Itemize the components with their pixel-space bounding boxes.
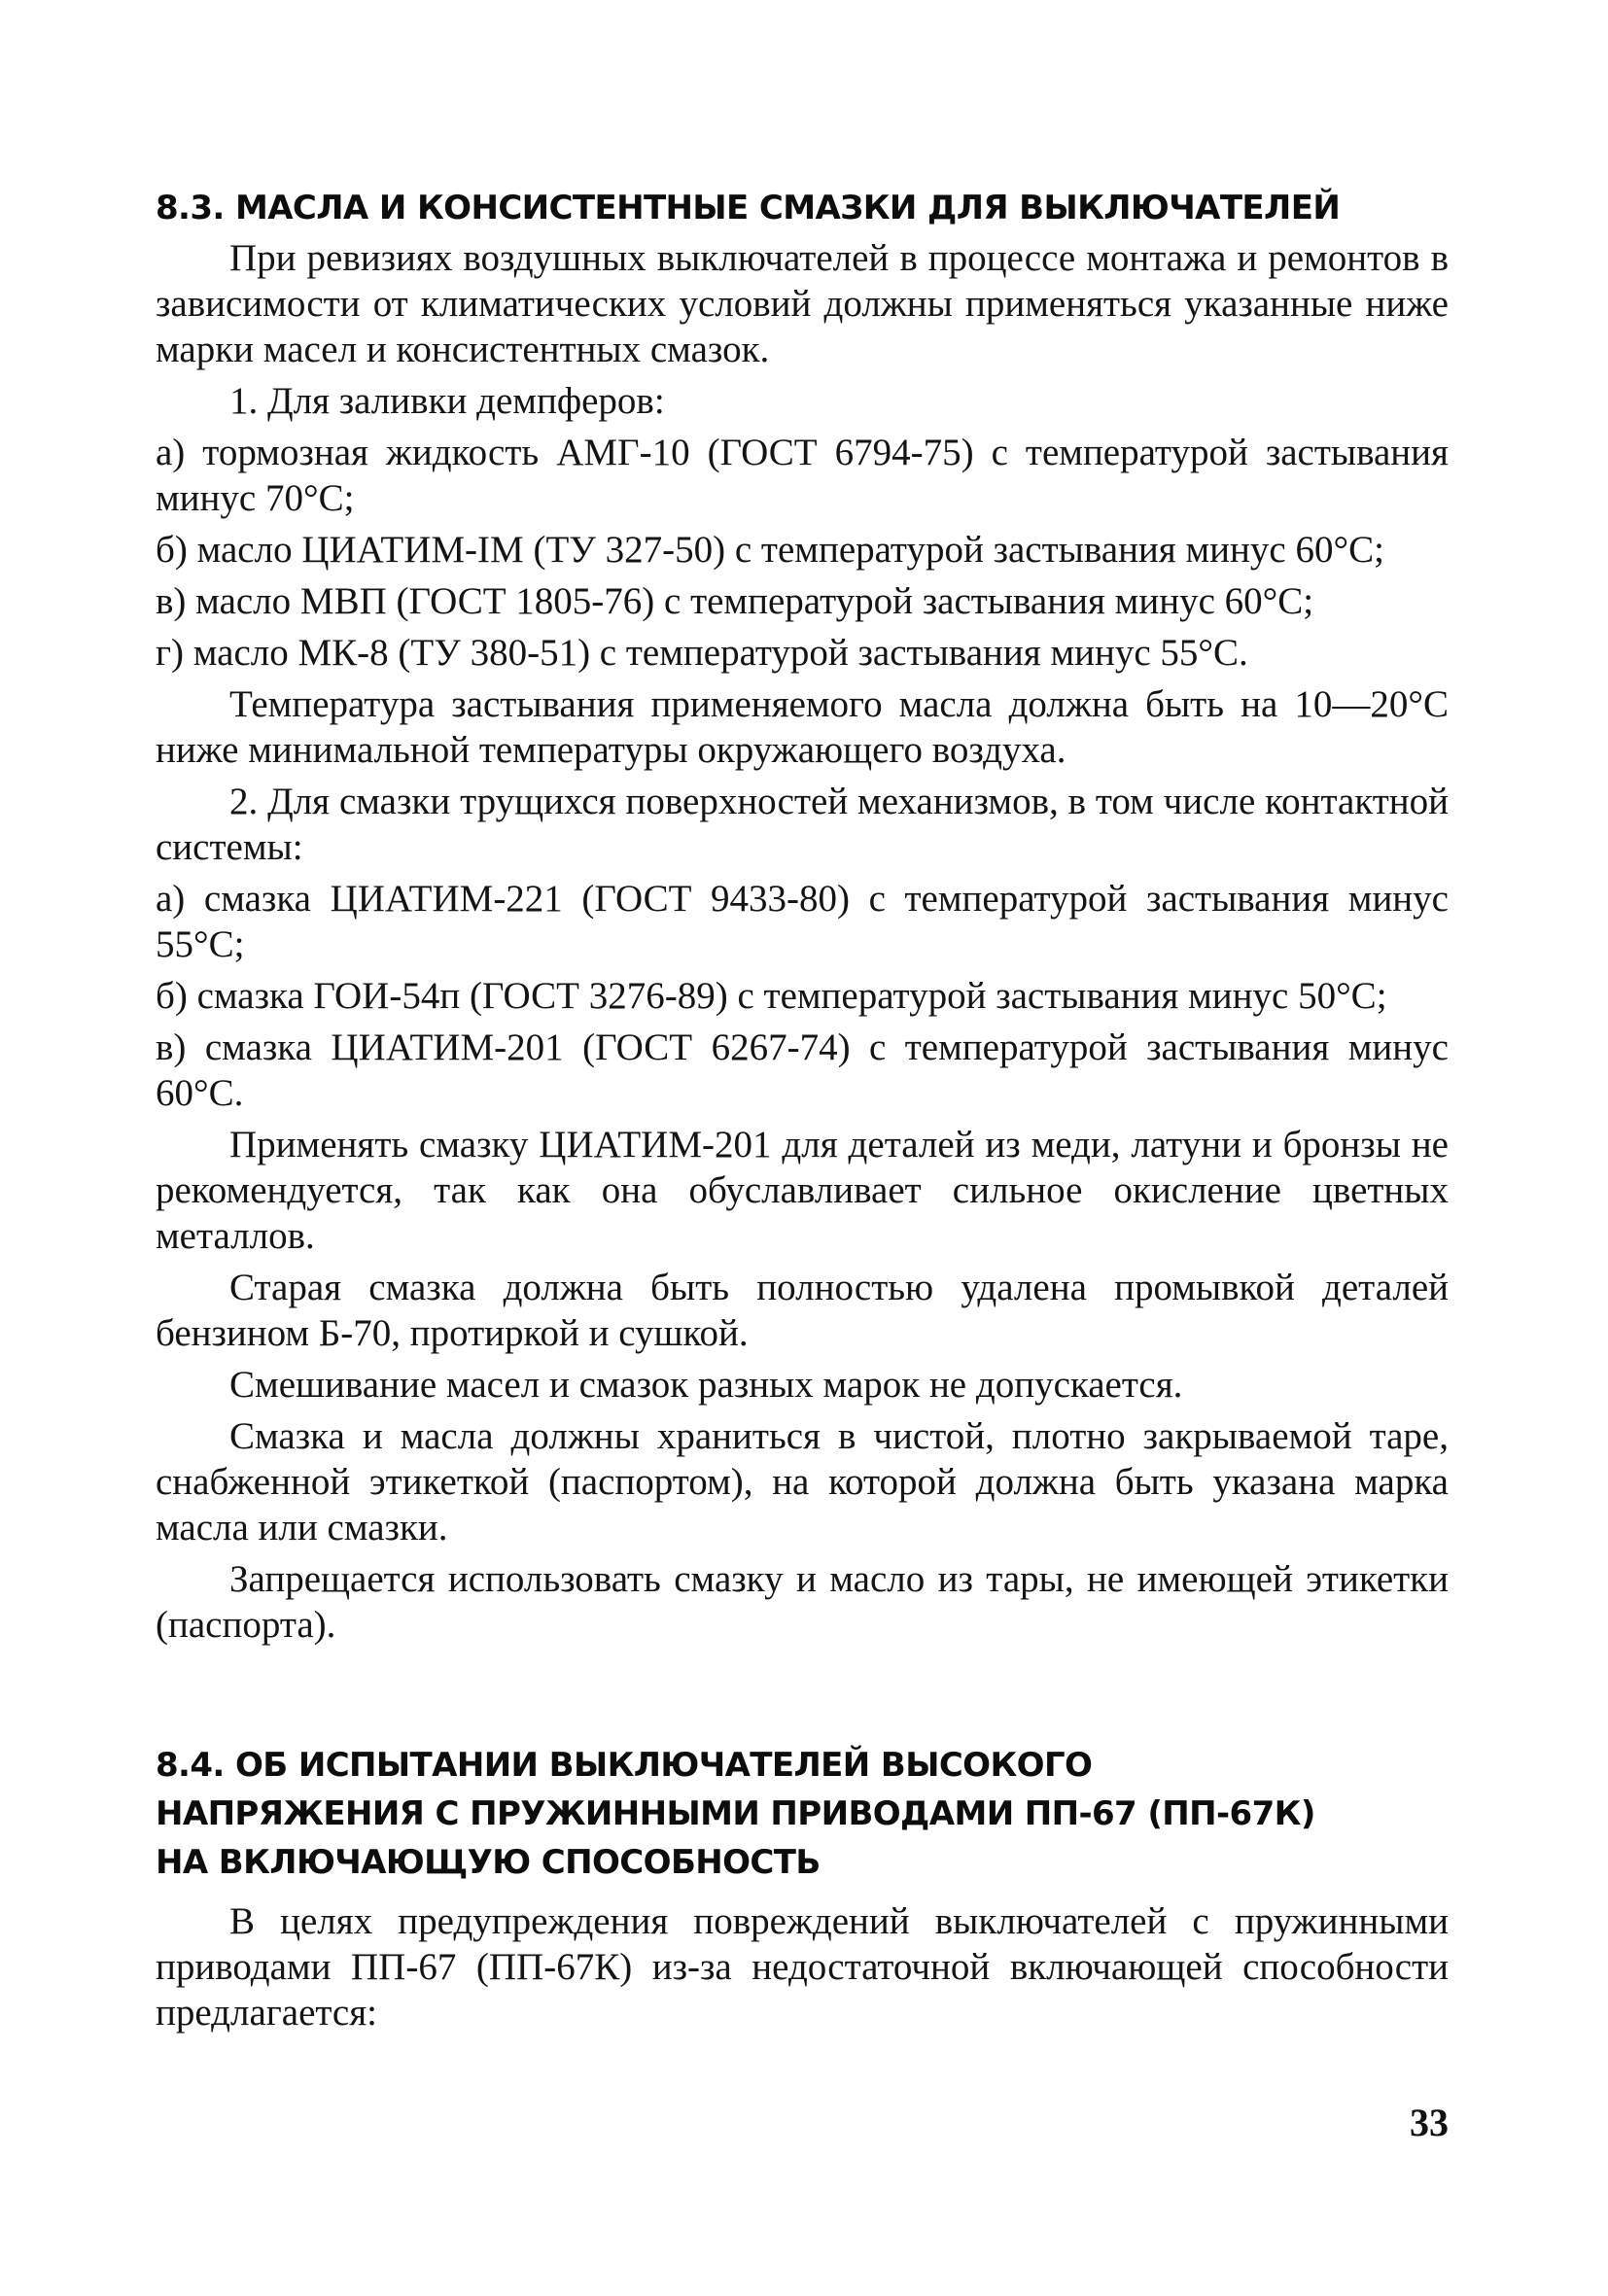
paragraph-no-mixing: Смешивание масел и смазок разных марок не допускается. <box>229 1364 1183 1406</box>
list-item-tsiatim-221: а) смазка ЦИАТИМ-221 (ГОСТ 9433-80) с температурой застывания минус 55°С; <box>156 878 1449 965</box>
list-item-amg10: а) тормозная жидкость АМГ-10 (ГОСТ 6794-75) с температурой застывания минус 70°С; <box>156 432 1449 519</box>
paragraph-copper-warning: Применять смазку ЦИАТИМ-201 для деталей из меди, латуни и бронзы не рекомендуется, так как она обуславливает сильное окисление цветных металлов. <box>156 1124 1449 1257</box>
document-page <box>156 185 1449 2041</box>
paragraph-dampers-heading: 1. Для заливки демпферов: <box>229 380 665 422</box>
section-8-4-title <box>156 1741 1449 1887</box>
paragraph-storage: Смазка и масла должны храниться в чистой, плотно закрываемой таре, снабженной этикеткой (паспортом), на которой должна быть указана марка масла или смазки. <box>156 1415 1449 1548</box>
paragraph-pour-point: Температура застывания применяемого масла должна быть на 10—20°С ниже минимальной температуры окружающего воздуха. <box>156 683 1449 771</box>
section-8-4-title-line-3: НА ВКЛЮЧАЮЩУЮ СПОСОБНОСТЬ <box>156 1843 821 1882</box>
paragraph-proposal: В целях предупреждения повреждений выключателей с пружинными приводами ПП-67 (ПП-67К) из-за недостаточной включающей способности предлагается: <box>156 1900 1449 2034</box>
list-item-mk8: г) масло МК-8 (ТУ 380-51) с температурой застывания минус 55°С. <box>156 632 1248 674</box>
paragraph-lubrication-heading: 2. Для смазки трущихся поверхностей механизмов, в том числе контактной системы: <box>156 781 1449 868</box>
list-item-tsiatim-201: в) смазка ЦИАТИМ-201 (ГОСТ 6267-74) с температурой застывания минус 60°С. <box>156 1026 1449 1114</box>
list-item-goi-54p: б) смазка ГОИ-54п (ГОСТ 3276-89) с температурой застывания минус 50°С; <box>156 975 1387 1017</box>
paragraph-no-label-prohibited: Запрещается использовать смазку и масло из тары, не имеющей этикетки (паспорта). <box>156 1558 1449 1646</box>
list-item-tsiatim-1m: б) масло ЦИАТИМ-IМ (ТУ 327-50) с температурой застывания минус 60°С; <box>156 529 1384 571</box>
page-number: 33 <box>1410 2101 1449 2144</box>
list-item-mvp: в) масло МВП (ГОСТ 1805-76) с температурой застывания минус 60°С; <box>156 580 1314 622</box>
paragraph-intro: При ревизиях воздушных выключателей в процессе монтажа и ремонтов в зависимости от климатических условий должны применяться указанные ниже марки масел и консистентных смазок. <box>156 237 1449 370</box>
section-8-4-title-line-2: НАПРЯЖЕНИЯ С ПРУЖИННЫМИ ПРИВОДАМИ ПП-67 (ПП-67К) <box>156 1794 1315 1833</box>
section-8-3-title: 8.3. МАСЛА И КОНСИСТЕНТНЫЕ СМАЗКИ ДЛЯ ВЫКЛЮЧАТЕЛЕЙ <box>156 189 1341 227</box>
paragraph-old-grease: Старая смазка должна быть полностью удалена промывкой деталей бензином Б-70, протиркой и сушкой. <box>156 1267 1449 1354</box>
section-8-4-title-line-1: 8.4. ОБ ИСПЫТАНИИ ВЫКЛЮЧАТЕЛЕЙ ВЫСОКОГО <box>156 1746 1093 1785</box>
